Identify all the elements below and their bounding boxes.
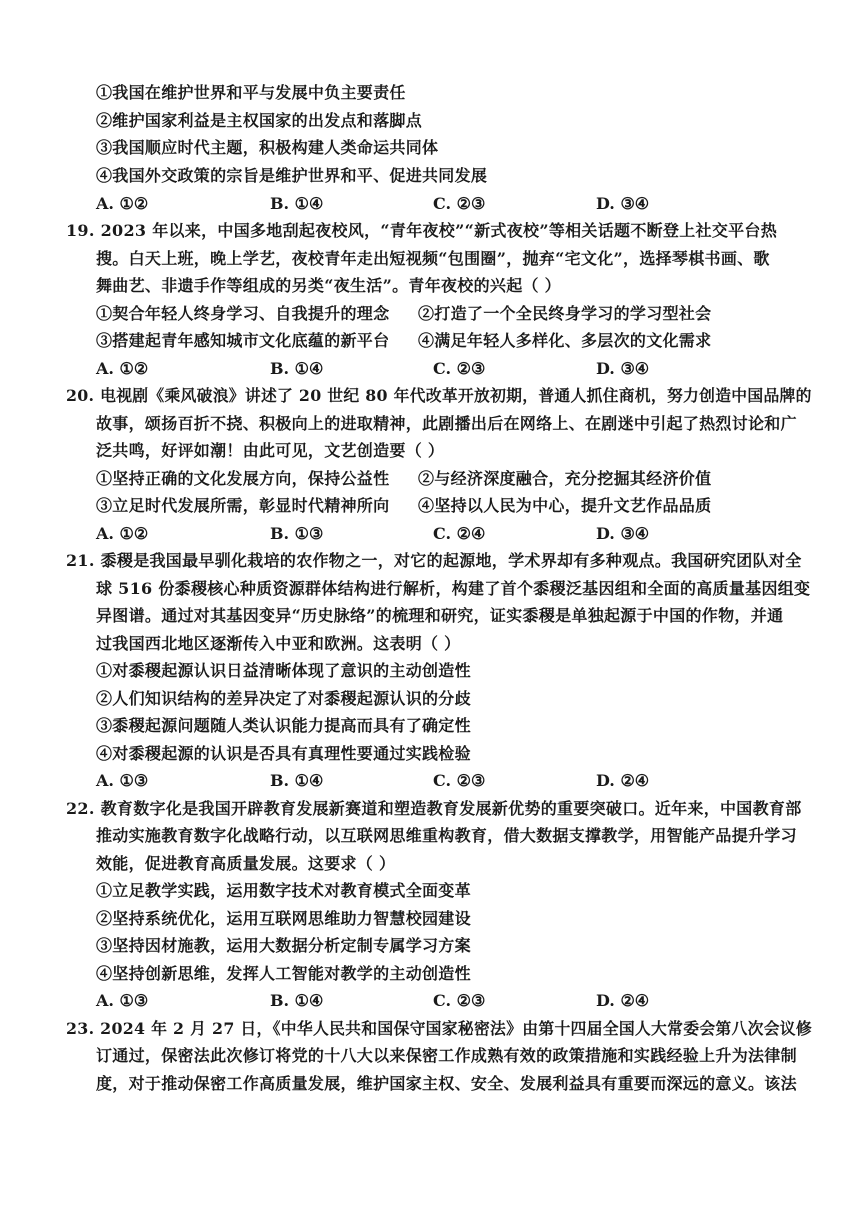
q21-stem-line-4: 过我国西北地区逐渐传入中亚和欧洲。这表明（ ）	[96, 634, 461, 653]
q20-stem-line-2: 故事，颂扬百折不挠、积极向上的进取精神，此剧播出后在网络上、在剧迷中引起了热烈讨论和广	[96, 414, 797, 433]
q18-option-3: ③我国顺应时代主题，积极构建人类命运共同体	[96, 138, 439, 157]
q20-option-4: ④坚持以人民为中心，提升文艺作品品质	[418, 496, 712, 515]
q19-choice-d: D. ③④	[596, 359, 650, 378]
q19-choice-a: A. ①②	[96, 359, 149, 378]
q22-option-1: ①立足教学实践，运用数字技术对教育模式全面变革	[96, 881, 471, 900]
q23-stem-line-1: 23. 2024 年 2 月 27 日，《中华人民共和国保守国家秘密法》由第十四届全国人大常委会第八次会议修	[66, 1019, 812, 1038]
q21-option-1: ①对黍稷起源认识日益清晰体现了意识的主动创造性	[96, 661, 471, 680]
q19-option-2: ②打造了一个全民终身学习的学习型社会	[418, 304, 712, 323]
q20-option-2: ②与经济深度融合，充分挖掘其经济价值	[418, 469, 712, 488]
q19-stem-line-3: 舞曲艺、非遗手作等组成的另类“夜生活”。青年夜校的兴起（ ）	[96, 276, 561, 295]
q22-choice-a: A. ①③	[96, 991, 149, 1010]
q19-option-1: ①契合年轻人终身学习、自我提升的理念	[96, 304, 390, 323]
q20-option-3: ③立足时代发展所需，彰显时代精神所向	[96, 496, 390, 515]
q21-choice-a: A. ①③	[96, 771, 149, 790]
q22-option-4: ④坚持创新思维，发挥人工智能对教学的主动创造性	[96, 964, 471, 983]
q21-stem-line-3: 异图谱。通过对其基因变异“历史脉络”的梳理和研究，证实黍稷是单独起源于中国的作物，并通	[96, 606, 784, 625]
q22-choice-b: B. ①④	[270, 991, 324, 1010]
q18-choice-a: A. ①②	[96, 194, 149, 213]
q20-choice-c: C. ②④	[433, 524, 486, 543]
q18-option-1: ①我国在维护世界和平与发展中负主要责任	[96, 83, 406, 102]
q19-option-3: ③搭建起青年感知城市文化底蕴的新平台	[96, 331, 390, 350]
q20-stem-line-1: 20. 电视剧《乘风破浪》讲述了 20 世纪 80 年代改革开放初期，普通人抓住商机，努力创造中国品牌的	[66, 386, 812, 405]
q22-choice-c: C. ②③	[433, 991, 486, 1010]
q20-option-1: ①坚持正确的文化发展方向，保持公益性	[96, 469, 390, 488]
q18-option-2: ②维护国家利益是主权国家的出发点和落脚点	[96, 111, 423, 130]
q18-choice-d: D. ③④	[596, 194, 650, 213]
q21-choice-b: B. ①④	[270, 771, 324, 790]
q20-stem-line-3: 泛共鸣，好评如潮！由此可见，文艺创造要（ ）	[96, 441, 445, 460]
q18-choice-c: C. ②③	[433, 194, 486, 213]
q22-stem-line-2: 推动实施教育数字化战略行动，以互联网思维重构教育，借大数据支撑教学，用智能产品提升学习	[96, 826, 797, 845]
q23-stem-line-2: 订通过，保密法此次修订将党的十八大以来保密工作成熟有效的政策措施和实践经验上升为法律制	[96, 1046, 797, 1065]
q22-option-3: ③坚持因材施教，运用大数据分析定制专属学习方案	[96, 936, 471, 955]
q22-stem-line-3: 效能，促进教育高质量发展。这要求（ ）	[96, 854, 396, 873]
q21-choice-d: D. ②④	[596, 771, 650, 790]
q18-choice-b: B. ①④	[270, 194, 324, 213]
q21-stem-line-1: 21. 黍稷是我国最早驯化栽培的农作物之一，对它的起源地，学术界却有多种观点。我国研究团队对全	[66, 551, 802, 570]
q18-option-4: ④我国外交政策的宗旨是维护世界和平、促进共同发展	[96, 166, 488, 185]
q19-choice-c: C. ②③	[433, 359, 486, 378]
q22-choice-d: D. ②④	[596, 991, 650, 1010]
q19-stem-line-1: 19. 2023 年以来，中国多地刮起夜校风，“青年夜校”“新式夜校”等相关话题不断登上社交平台热	[66, 221, 778, 240]
q21-stem-line-2: 球 516 份黍稷核心种质资源群体结构进行解析，构建了首个黍稷泛基因组和全面的高质量基因组变	[96, 579, 811, 598]
q22-stem-line-1: 22. 教育数字化是我国开辟教育发展新赛道和塑造教育发展新优势的重要突破口。近年来，中国教育部	[66, 799, 802, 818]
q21-option-4: ④对黍稷起源的认识是否具有真理性要通过实践检验	[96, 744, 471, 763]
q21-choice-c: C. ②③	[433, 771, 486, 790]
q19-choice-b: B. ①④	[270, 359, 324, 378]
q19-option-4: ④满足年轻人多样化、多层次的文化需求	[418, 331, 712, 350]
q22-option-2: ②坚持系统优化，运用互联网思维助力智慧校园建设	[96, 909, 471, 928]
q20-choice-d: D. ③④	[596, 524, 650, 543]
q20-choice-a: A. ①②	[96, 524, 149, 543]
q19-stem-line-2: 搜。白天上班，晚上学艺，夜校青年走出短视频“包围圈”，抛弃“宅文化”，选择琴棋书画、歌	[96, 249, 770, 268]
q23-stem-line-3: 度，对于推动保密工作高质量发展，维护国家主权、安全、发展利益具有重要而深远的意义。该法	[96, 1074, 797, 1093]
q21-option-2: ②人们知识结构的差异决定了对黍稷起源认识的分歧	[96, 689, 471, 708]
q20-choice-b: B. ①③	[270, 524, 324, 543]
q21-option-3: ③黍稷起源问题随人类认识能力提高而具有了确定性	[96, 716, 471, 735]
